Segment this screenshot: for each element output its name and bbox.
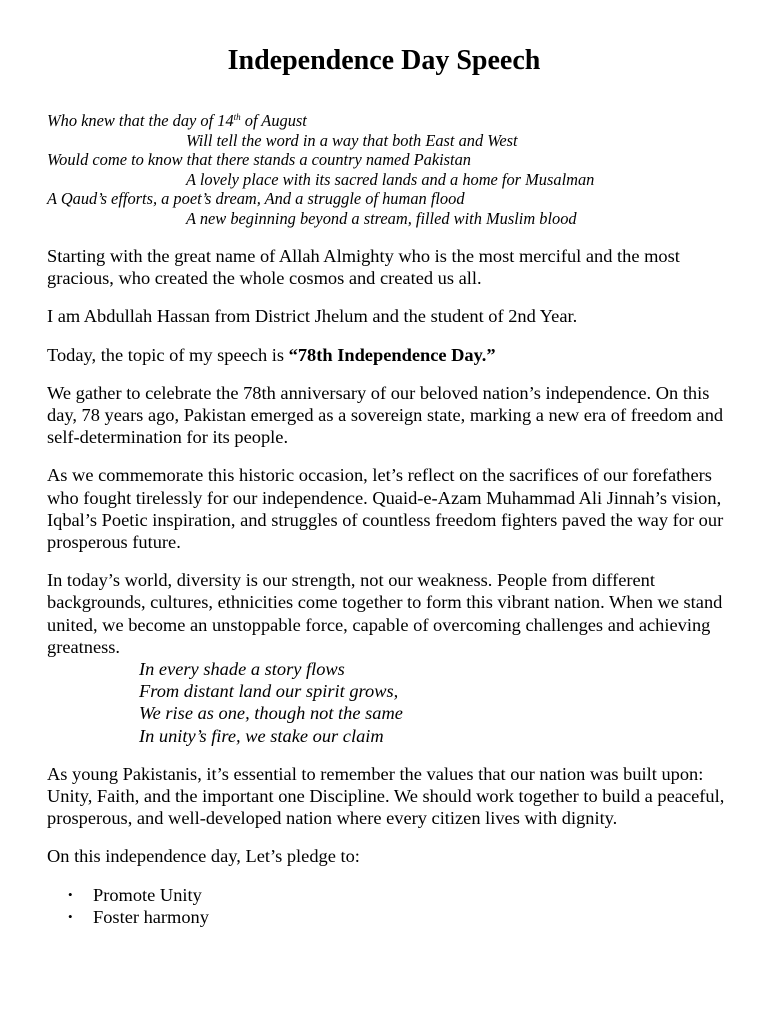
poem-line-4: A lovely place with its sacred lands and a home for Musalman [186,169,595,189]
poem-line-1-superscript: th [233,112,241,122]
list-item [47,906,727,928]
list-item [47,884,727,906]
pledge-item-text: Promote Unity [93,884,202,905]
opening-poem [47,111,737,229]
paragraph-opening: Starting with the great name of Allah Almighty who is the most merciful and the most gracious, who created the whole cosmos and created us all. [47,246,680,289]
poem-line-6: A new beginning beyond a stream, filled with Muslim blood [186,208,577,228]
topic-title: “78th Independence Day.” [288,344,496,365]
poem-line-2: Will tell the word in a way that both East and West [186,130,518,150]
bullet-icon: • [68,908,73,924]
bullet-icon: • [68,886,73,902]
document-title: Independence Day Speech [227,45,541,76]
unity-verse [139,658,727,747]
poem-line-1-text: Who knew that the day of 14 [47,111,234,130]
paragraph-values: As young Pakistanis, it’s essential to remember the values that our nation was built upon: Unity, Faith, and the important one Discipline. We should work together to build a peaceful, prosperous, and well-developed nation where every citizen lives with dignity. [47,763,725,829]
paragraph-introduction: I am Abdullah Hassan from District Jhelum and the student of 2nd Year. [47,306,578,327]
poem-line-3: Would come to know that there stands a country named Pakistan [47,150,471,170]
paragraph-sacrifices: As we commemorate this historic occasion, let’s reflect on the sacrifices of our forefathers who fought tirelessly for our independence. Quaid-e-Azam Muhammad Ali Jinnah’s vision, Iqbal’s Poetic inspiration, and struggles of countless freedom fighters paved the way for our prosperous future. [47,465,724,553]
pledge-list [47,884,727,928]
paragraph-pledge-intro: On this independence day, Let’s pledge to: [47,846,360,867]
verse-line-1: In every shade a story flows [139,659,345,680]
topic-prefix: Today, the topic of my speech is [47,344,289,365]
paragraph-anniversary: We gather to celebrate the 78th anniversary of our beloved nation’s independence. On this day, 78 years ago, Pakistan emerged as a sovereign state, marking a new era of freedom and self-determination for its people. [47,382,724,448]
poem-line-1 [47,111,737,131]
poem-line-1-tail: of August [240,111,307,130]
poem-line-5: A Qaud’s efforts, a poet’s dream, And a struggle of human flood [47,189,465,209]
paragraph-topic [47,344,727,366]
speech-body [47,245,727,928]
paragraph-diversity: In today’s world, diversity is our strength, not our weakness. People from different backgrounds, cultures, ethnicities come together to form this vibrant nation. When we stand united, we become an unstoppable force, capable of overcoming challenges and achieving greatness. [47,570,723,657]
verse-line-4: In unity’s fire, we stake our claim [139,725,384,746]
verse-line-2: From distant land our spirit grows, [139,681,399,702]
pledge-item-text: Foster harmony [93,906,209,927]
verse-line-3: We rise as one, though not the same [139,703,403,724]
